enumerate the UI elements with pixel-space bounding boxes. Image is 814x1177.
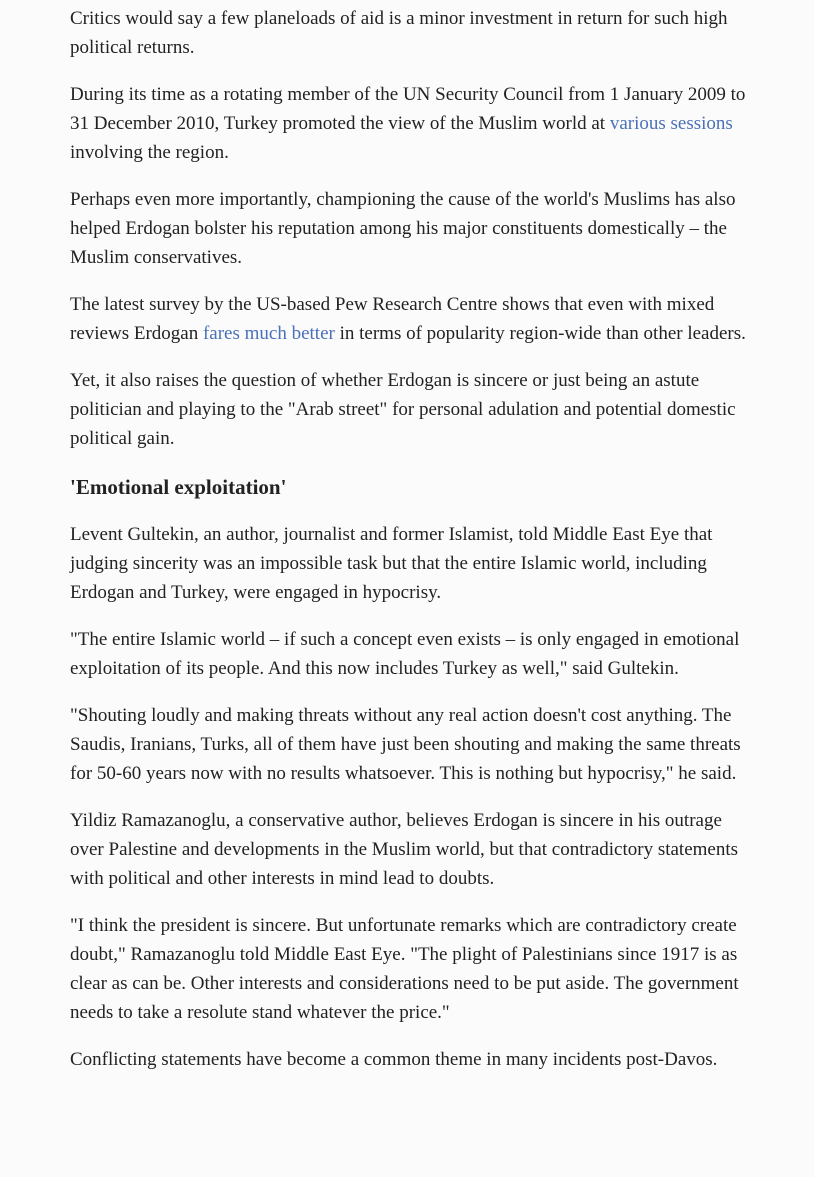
paragraph-ramazanoglu-quote: "I think the president is sincere. But unfortunate remarks which are contradictory create doubt," Ramazanoglu told Middle East Eye. "The plight of Palestinians since 1917 is as clear as can be. Other interests and considerations need to be put aside. The government needs to take a resolute stand whatever the price." — [70, 915, 739, 1023]
paragraph-sincere-question: Yet, it also raises the question of whether Erdogan is sincere or just being an astute politician and playing to the "Arab street" for personal adulation and potential domestic political gain. — [70, 370, 736, 449]
paragraph-ramazanoglu-intro: Yildiz Ramazanoglu, a conservative author, believes Erdogan is sincere in his outrage over Palestine and developments in the Muslim world, but that contradictory statements with political and other interests in mind lead to doubts. — [70, 810, 739, 889]
paragraph-pew-survey — [70, 290, 760, 348]
fares-much-better-link[interactable]: fares much better — [202, 323, 335, 344]
various-sessions-link[interactable]: various sessions — [609, 113, 733, 134]
paragraph-text: involving the region. — [70, 142, 229, 163]
paragraph-text: The latest survey by the US-based Pew Research Centre shows that even with mixed reviews Erdogan — [70, 294, 715, 344]
paragraph-gultekin-quote-2: "Shouting loudly and making threats without any real action doesn't cost anything. The Saudis, Iranians, Turks, all of them have just been shouting and making the same threats for 50-60 years now with no results whatsoever. This is nothing but hypocrisy," he said. — [70, 705, 741, 784]
paragraph-critics: Critics would say a few planeloads of aid is a minor investment in return for such high political returns. — [70, 8, 728, 58]
paragraph-gultekin-quote-1: "The entire Islamic world – if such a concept even exists – is only engaged in emotional exploitation of its people. And this now includes Turkey as well," said Gultekin. — [70, 629, 740, 679]
section-subheading: 'Emotional exploitation' — [70, 475, 287, 499]
paragraph-text: in terms of popularity region-wide than other leaders. — [334, 323, 746, 344]
paragraph-text: During its time as a rotating member of the UN Security Council from 1 January 2009 to 31 December 2010, Turkey promoted the view of the Muslim world at — [70, 84, 746, 134]
paragraph-un-security-council — [70, 80, 760, 167]
paragraph-conflicting-statements: Conflicting statements have become a common theme in many incidents post-Davos. — [70, 1049, 718, 1070]
paragraph-championing: Perhaps even more importantly, championing the cause of the world's Muslims has also helped Erdogan bolster his reputation among his major constituents domestically – the Muslim conservatives. — [70, 189, 736, 268]
paragraph-gultekin-intro: Levent Gultekin, an author, journalist and former Islamist, told Middle East Eye that judging sincerity was an impossible task but that the entire Islamic world, including Erdogan and Turkey, were engaged in hypocrisy. — [70, 524, 713, 603]
